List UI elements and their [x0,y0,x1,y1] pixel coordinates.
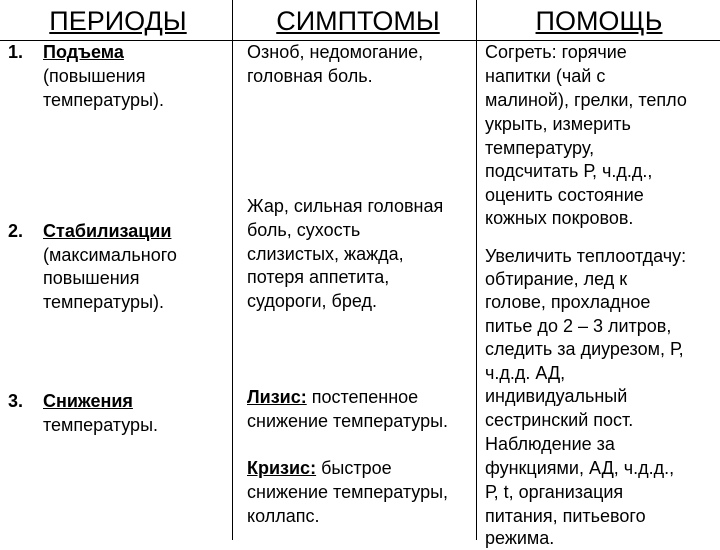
help-line: оценить состояние [485,185,644,205]
help-line: Увеличить теплоотдачу: [485,246,687,266]
help-line: напитки (чай с [485,66,606,86]
column-divider-1 [232,0,233,540]
header-symptoms: СИМПТОМЫ [276,6,440,36]
help-line: укрыть, измерить [485,114,631,134]
period-title: Стабилизации [43,221,172,241]
help-line: ч.д.д. АД, [485,363,566,383]
period-number: 3. [8,391,24,411]
period-line: температуры. [43,415,159,435]
help-line: Согреть: горячие [485,42,627,62]
help-line: голове, прохладное [485,292,651,312]
symptom-line: слизистых, жажда, [247,244,404,264]
help-line: сестринский пост. [485,410,634,430]
symptom-line: потеря аппетита, [247,267,390,287]
symptom-line: боль, сухость [247,220,361,240]
symptom-line: Жар, сильная головная [247,196,444,216]
period-line: (максимального [43,245,177,265]
help-line: кожных покровов. [485,208,634,228]
period-number: 2. [8,221,24,241]
column-divider-2 [476,0,477,540]
help-line: подсчитать Р, ч.д.д., [485,161,653,181]
help-line: функциями, АД, ч.д.д., [485,458,675,478]
symptom-line: быстрое [316,458,392,478]
help-line: питье до 2 – 3 литров, [485,316,672,336]
period-number: 1. [8,42,24,62]
symptom-line: снижение температуры. [247,411,449,431]
header-help: ПОМОЩЬ [535,6,663,36]
help-line: обтирание, лед к [485,269,628,289]
crisis-first-line [247,456,392,480]
help-line: питания, питьевого [485,506,646,526]
help-line: температуру, [485,138,595,158]
help-line: следить за диурезом, Р, [485,339,684,359]
help-line: режима. [485,528,555,548]
lysis-first-line [247,385,418,409]
help-line: малиной), грелки, тепло [485,90,687,110]
symptom-line: судороги, бред. [247,291,377,311]
help-line: индивидуальный [485,386,628,406]
period-line: температуры). [43,90,164,110]
help-line: Р, t, организация [485,482,624,502]
symptom-line: постепенное [306,387,419,407]
lysis-label: Лизис: [247,387,307,407]
symptom-line: снижение температуры, [247,482,449,502]
crisis-label: Кризис: [247,458,317,478]
period-line: повышения [43,268,140,288]
symptom-line: коллапс. [247,506,320,526]
period-line: температуры). [43,292,164,312]
help-line: Наблюдение за [485,434,615,454]
header-periods: ПЕРИОДЫ [49,6,187,36]
symptom-line: Озноб, недомогание, [247,42,424,62]
symptom-line: головная боль. [247,66,373,86]
period-title: Снижения [43,391,133,411]
period-title: Подъема [43,42,124,62]
period-line: (повышения [43,66,146,86]
